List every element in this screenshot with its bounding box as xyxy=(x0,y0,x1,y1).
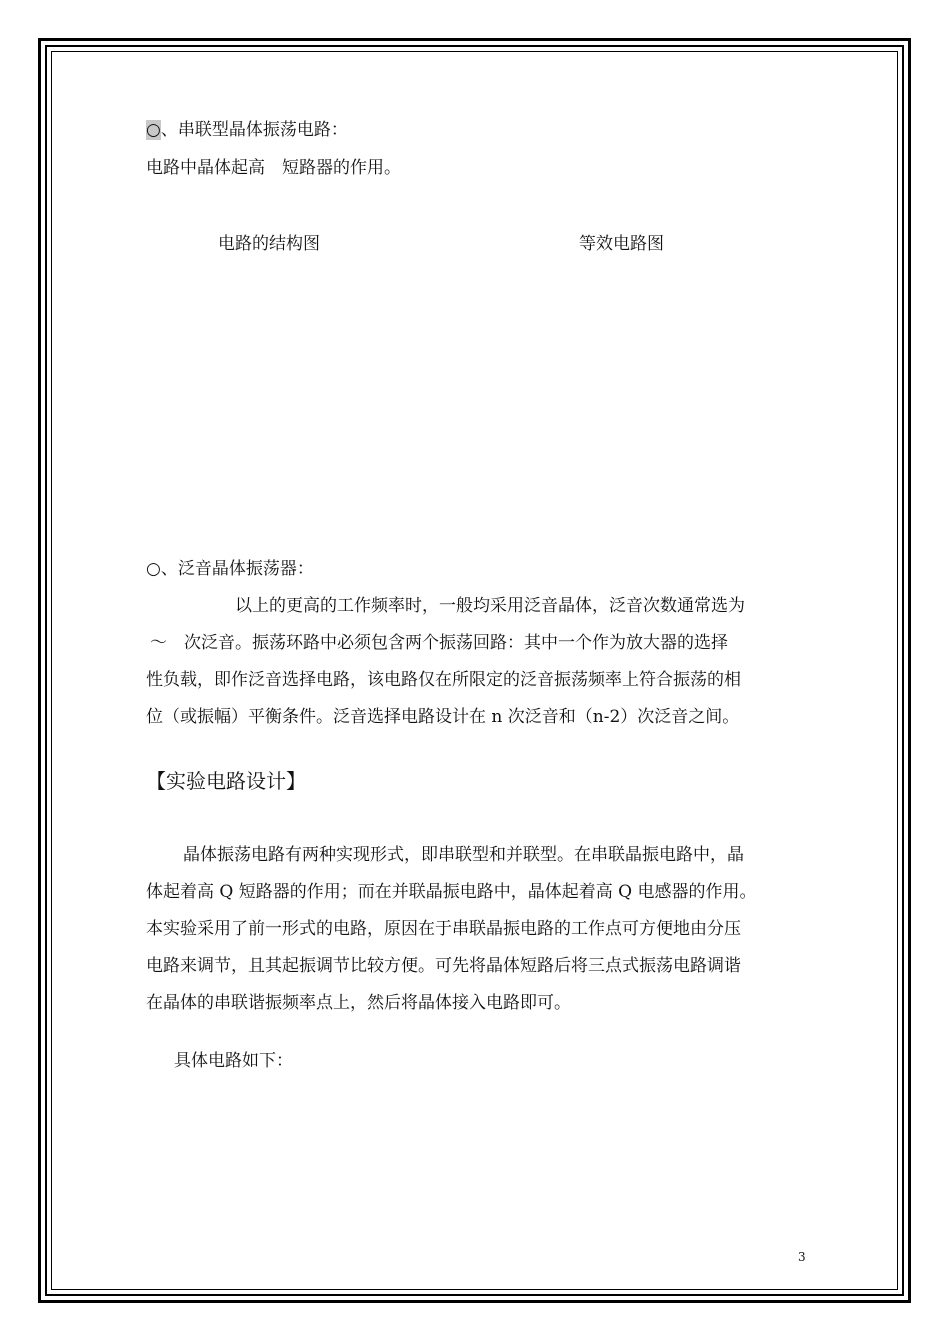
heading-marker: ○ xyxy=(146,120,161,140)
overtone-para-line: 以上的更高的工作频率时，一般均采用泛音晶体，泛音次数通常选为 xyxy=(235,596,745,616)
design-para-line: 本实验采用了前一形式的电路，原因在于串联晶振电路的工作点可方便地由分压 xyxy=(146,919,741,939)
design-heading: 【实验电路设计】 xyxy=(146,769,306,793)
page-number: 3 xyxy=(798,1250,806,1264)
structure-diagram-caption: 电路的结构图 xyxy=(218,234,320,254)
overtone-para-line: 位（或振幅）平衡条件。泛音选择电路设计在 n 次泛音和（n-2）次泛音之间。 xyxy=(146,707,740,727)
series-description: 电路中晶体起高 短路器的作用。 xyxy=(146,158,401,178)
overtone-para-line: 性负载，即作泛音选择电路，该电路仅在所限定的泛音振荡频率上符合振荡的相 xyxy=(146,670,741,690)
design-para-line: 在晶体的串联谐振频率点上，然后将晶体接入电路即可。 xyxy=(146,993,571,1013)
design-closing: 具体电路如下： xyxy=(174,1051,293,1071)
design-para-line: 体起着高 Q 短路器的作用；而在并联晶振电路中，晶体起着高 Q 电感器的作用。 xyxy=(146,882,757,902)
heading-text: 、串联型晶体振荡电路： xyxy=(160,120,348,140)
overtone-para-line: ～ 次泛音。振荡环路中必须包含两个振荡回路：其中一个作为放大器的选择 xyxy=(150,633,728,653)
overtone-heading: ○、泛音晶体振荡器： xyxy=(146,559,314,579)
design-para-line: 晶体振荡电路有两种实现形式，即串联型和并联型。在串联晶振电路中，晶 xyxy=(183,845,744,865)
equivalent-circuit-caption: 等效电路图 xyxy=(579,234,664,254)
design-para-line: 电路来调节，且其起振调节比较方便。可先将晶体短路后将三点式振荡电路调谐 xyxy=(146,956,741,976)
series-heading xyxy=(146,118,348,142)
